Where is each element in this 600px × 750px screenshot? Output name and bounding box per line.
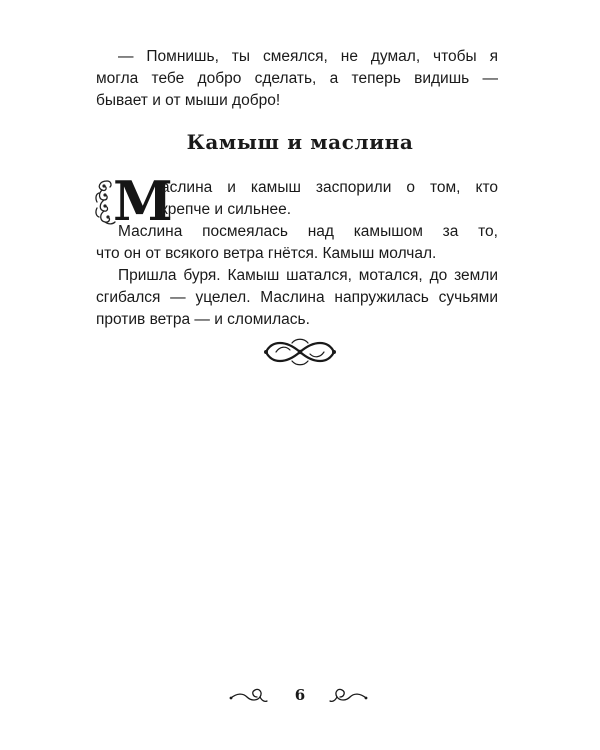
swirl-right-icon (328, 687, 368, 705)
story-paragraph-1-line-2: крепче и сильнее. (161, 201, 292, 218)
page-number: 6 (294, 686, 306, 704)
story-paragraph-3-line-3: против ветра — и сломилась. (96, 311, 310, 328)
vignette-ornament-icon (262, 336, 338, 368)
story-paragraph-3-line-1: Пришла буря. Камыш шатался, мотался, до земли (118, 267, 498, 284)
page-footer (0, 683, 600, 713)
story-paragraph-2-line-2: что он от всякого ветра гнётся. Камыш молчал. (96, 245, 437, 262)
story-paragraph-3-line-2: сгибался — уцелел. Маслина напружилась сучьями (96, 289, 498, 306)
story-paragraph-1-line-1: аслина и камыш заспорили о том, кто (161, 179, 498, 196)
drop-cap-letter: М (113, 169, 173, 233)
drop-cap (93, 169, 173, 233)
story-paragraph-2-line-1: Маслина посмеялась над камышом за то, (118, 223, 498, 240)
prev-story-line-1: — Помнишь, ты смеялся, не думал, чтобы я (118, 48, 498, 65)
prev-story-line-2: могла тебе добро сделать, а теперь видишь — (96, 70, 498, 87)
prev-story-line-3: бывает и от мыши добро! (96, 92, 281, 109)
story-title: Камыш и маслина (186, 130, 414, 154)
